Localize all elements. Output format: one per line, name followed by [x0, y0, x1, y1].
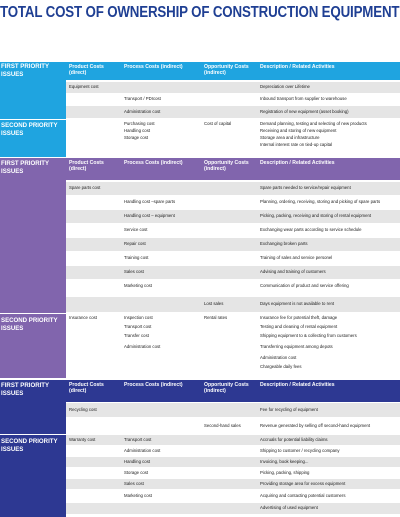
- cell-process: Handling cost –spare parts: [124, 199, 176, 204]
- table-row: [66, 479, 400, 489]
- cell-process: Transport cost: [124, 324, 152, 329]
- cell-process: Service cost: [124, 227, 148, 232]
- cell-process: Handling cost: [124, 459, 151, 464]
- cell-process: Transport cost: [124, 437, 152, 442]
- table-row: [66, 418, 400, 433]
- priority-band-first: [0, 62, 66, 119]
- cell-direct: Spare parts cost: [69, 185, 101, 190]
- table-header: [66, 380, 400, 402]
- table-row: [66, 435, 400, 445]
- table-row: [66, 196, 400, 209]
- table-row: [66, 210, 400, 223]
- cell-description: Picking, packing, shipping: [260, 470, 310, 475]
- header-opportunity: Opportunity Costs (indirect): [204, 382, 249, 394]
- cell-description: Internal interest rate on tied-up capital: [260, 142, 333, 147]
- table-row: [66, 266, 400, 279]
- cell-opportunity: Cost of capital: [204, 121, 232, 126]
- cell-description: Administration cost: [260, 355, 297, 360]
- cell-process: Administration cost: [124, 344, 161, 349]
- header-direct: Product Costs (direct): [69, 160, 104, 172]
- cell-direct: Equipment cost: [69, 84, 99, 89]
- header-opportunity: Opportunity Costs (indirect): [204, 160, 249, 172]
- table-row: [66, 252, 400, 265]
- header-process: Process Costs (indirect): [124, 64, 183, 70]
- cell-description: Acquiring and contacting potential customers: [260, 493, 346, 498]
- cell-description: Invoicing, book keeping...: [260, 459, 309, 464]
- table-header: [66, 158, 400, 180]
- cell-process: Training cost: [124, 255, 149, 260]
- header-process: Process Costs (indirect): [124, 382, 183, 388]
- cell-description: Shipping equipment to & collecting from customers: [260, 333, 357, 338]
- band-label: SECOND PRIORITY ISSUES: [1, 438, 58, 453]
- table-row: [66, 106, 400, 118]
- table-row: [66, 238, 400, 251]
- cell-description: Training of sales and service personel: [260, 255, 333, 260]
- cell-description: Spare parts needed to service/repair equipment: [260, 185, 351, 190]
- band-label: FIRST PRIORITY ISSUES: [1, 382, 49, 397]
- table-row: [66, 94, 400, 105]
- cell-direct: Warranty cost: [69, 437, 96, 442]
- cell-process: Handling cost: [124, 128, 151, 133]
- cell-process: Handling cost – equipment: [124, 213, 175, 218]
- cell-process: Storage cost: [124, 470, 149, 475]
- table-row: [66, 468, 400, 478]
- cell-description: Transferring equipment among depots: [260, 344, 333, 349]
- header-opportunity: Opportunity Costs (indirect): [204, 64, 249, 76]
- cell-description: Advising and training of customers: [260, 269, 326, 274]
- header-description: Description / Related Activities: [260, 382, 335, 388]
- cell-opportunity: Lost sales: [204, 301, 224, 306]
- cell-process: Storage cost: [124, 135, 149, 140]
- cell-process: Administration cost: [124, 448, 161, 453]
- table-row: [66, 297, 400, 312]
- cell-direct: Recycling cost: [69, 407, 97, 412]
- cell-description: Storage area and infrastructure: [260, 135, 320, 140]
- header-direct: Product Costs (direct): [69, 64, 104, 76]
- cell-description: Receiving and storing of new equipment: [260, 128, 337, 133]
- cell-description: Fee for recycling of equipment: [260, 407, 318, 412]
- cell-description: Revenue generated by selling off second-hand equipment: [260, 423, 371, 428]
- cell-process: Inspection cost: [124, 315, 153, 320]
- cell-description: Planning, ordering, receiving, storing and picking of spare parts: [260, 199, 381, 204]
- table-row: [66, 457, 400, 467]
- priority-band-second: [0, 434, 66, 517]
- cell-process: Marketing cost: [124, 493, 152, 498]
- band-label: FIRST PRIORITY ISSUES: [1, 160, 49, 175]
- cell-process: Transport / PDIcost: [124, 96, 161, 101]
- priority-band-first: [0, 158, 66, 313]
- band-label: FIRST PRIORITY ISSUES: [1, 63, 49, 78]
- cell-description: Insurance fee for potential theft, damage: [260, 315, 338, 320]
- cell-description: Communication of product and service offering: [260, 283, 349, 288]
- table-row: [66, 403, 400, 417]
- priority-band-first: [0, 380, 66, 434]
- cell-process: Sales cost: [124, 481, 144, 486]
- cell-direct: Insurance cost: [69, 315, 97, 320]
- cell-description: Registration of new equipment (asset booking): [260, 109, 349, 114]
- cell-process: Administration cost: [124, 109, 161, 114]
- cell-process: Transfer cost: [124, 333, 149, 338]
- table-row: [66, 224, 400, 237]
- table-row: [66, 119, 400, 156]
- cell-opportunity: Second-hand sales: [204, 423, 241, 428]
- page-title: TOTAL COST OF OWNERSHIP OF CONSTRUCTION EQUIPMENT: [0, 4, 400, 21]
- table-row: [66, 313, 400, 377]
- table-row: [66, 280, 400, 293]
- table-header: [66, 62, 400, 80]
- priority-band-second: [0, 313, 66, 378]
- cell-description: Advertising of used equipment: [260, 505, 318, 510]
- cell-description: Inbound transport from supplier to warehouse: [260, 96, 347, 101]
- cell-description: Depreciation over Lifetime: [260, 84, 310, 89]
- cell-description: Days equipment is not available to rent: [260, 301, 335, 306]
- cell-description: Picking, packing, receiving and storing of rental equipment: [260, 213, 372, 218]
- cell-process: Marketing cost: [124, 283, 152, 288]
- table-row: [66, 82, 400, 93]
- cell-process: Sales cost: [124, 269, 144, 274]
- header-process: Process Costs (indirect): [124, 160, 183, 166]
- header-description: Description / Related Activities: [260, 64, 335, 70]
- cell-description: Accruals for potential liability claims: [260, 437, 328, 442]
- table-row: [66, 182, 400, 195]
- cell-description: Shipping to customer / recycling company: [260, 448, 340, 453]
- cell-opportunity: Rental rates: [204, 315, 228, 320]
- band-label: SECOND PRIORITY ISSUES: [1, 317, 58, 332]
- header-description: Description / Related Activities: [260, 160, 335, 166]
- cell-description: Providing storage area for excess equipment: [260, 481, 346, 486]
- cell-process: Repair cost: [124, 241, 146, 246]
- header-direct: Product Costs (direct): [69, 382, 104, 394]
- cell-description: Demand planning, testing and selecting of new products: [260, 121, 367, 126]
- cell-description: Exchanging wear parts according to service schedule: [260, 227, 362, 232]
- cell-process: Purchasing cost: [124, 121, 155, 126]
- cell-description: Testing and cleaning of rental equipment: [260, 324, 338, 329]
- band-label: SECOND PRIORITY ISSUES: [1, 122, 58, 137]
- priority-band-second: [0, 119, 66, 157]
- table-row: [66, 446, 400, 456]
- table-row: [66, 490, 400, 502]
- cell-description: Chargeable daily fees: [260, 364, 302, 369]
- cell-description: Exchanging broken parts: [260, 241, 308, 246]
- table-row: [66, 503, 400, 514]
